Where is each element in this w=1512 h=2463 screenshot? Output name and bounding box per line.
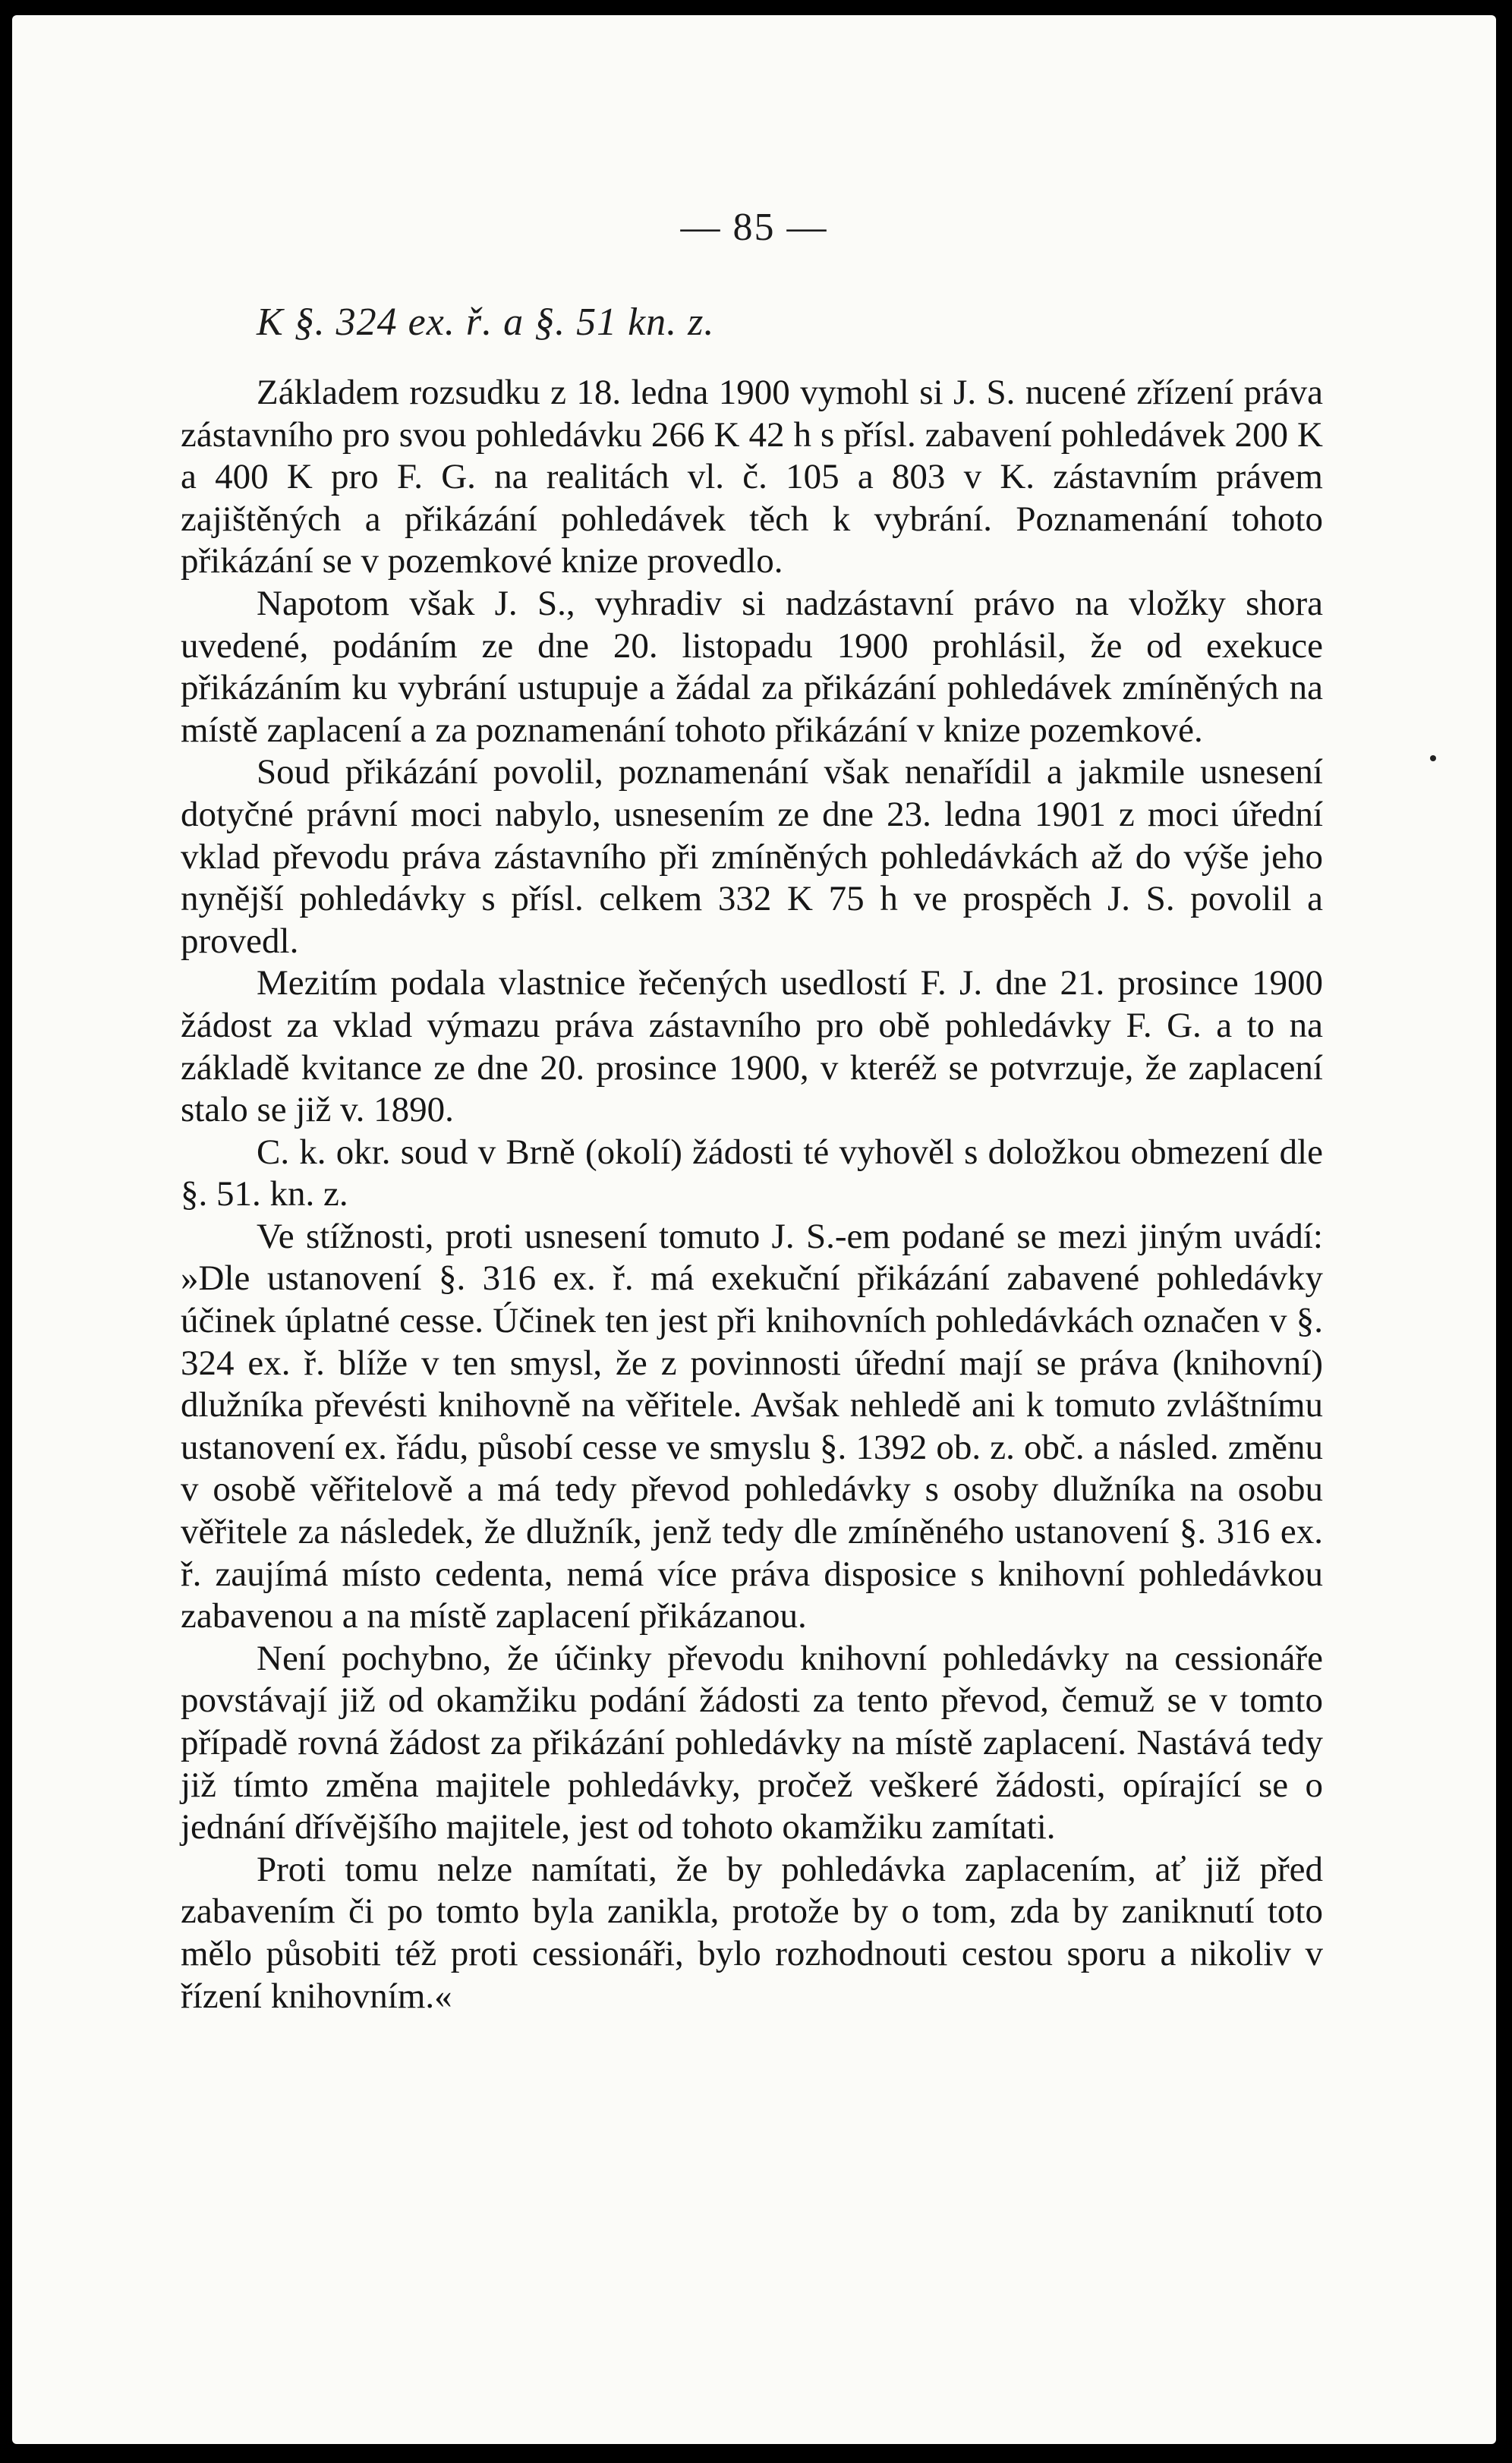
- section-heading: K §. 324 ex. ř. a §. 51 kn. z.: [257, 301, 715, 344]
- paragraph-1: Základem rozsudku z 18. ledna 1900 vymohl si J. S. nucené zřízení práva zástavního pro svou pohledávku 266 K 42 h s přísl. zabavení pohledávek 200 K a 400 K pro F. G. na realitách vl. č. 105 a 803 v K. zástavním právem zajištěných a přikázání pohledávek těch k vybrání. Poznamenání tohoto přikázání se v pozemkové knize provedlo.: [181, 373, 1323, 581]
- body-text: [181, 372, 1323, 2017]
- paragraph-5: C. k. okr. soud v Brně (okolí) žádosti té vyhověl s doložkou obmezení dle §. 51. kn. z.: [181, 1132, 1323, 1214]
- paragraph-8: Proti tomu nelze namítati, že by pohledávka zaplacením, ať již před zabavením či po tomto byla zanikla, protože by o tom, zda by zaniknutí toto mělo působiti též proti cessionáři, bylo rozhodnouti cestou sporu a nikoliv v řízení knihovním.«: [181, 1849, 1323, 2016]
- page-number: — 85 —: [680, 206, 828, 249]
- document-page: [12, 15, 1496, 2444]
- ink-speck: [1430, 755, 1436, 761]
- paragraph-4: Mezitím podala vlastnice řečených usedlostí F. J. dne 21. prosince 1900 žádost za vklad výmazu práva zástavního pro obě pohledávky F. G. a to na základě kvitance ze dne 20. prosince 1900, v kteréž se potvrzuje, že zaplacení stalo se již v. 1890.: [181, 963, 1323, 1130]
- paragraph-2: Napotom však J. S., vyhradiv si nadzástavní právo na vložky shora uvedené, podáním ze dne 20. listopadu 1900 prohlásil, že od exekuce přikázáním ku vybrání ustupuje a žádal za přikázání pohledávek zmíněných na místě zaplacení a za poznamenání tohoto přikázání v knize pozemkové.: [181, 583, 1323, 750]
- paragraph-6: Ve stížnosti, proti usnesení tomuto J. S.-em podané se mezi jiným uvádí: »Dle ustanovení §. 316 ex. ř. má exekuční přikázání zabavené pohledávky účinek úplatné cesse. Účinek ten jest při knihovních pohledávkách označen v §. 324 ex. ř. blíže v ten smysl, že z povinnosti úřední mají se práva (knihovní) dlužníka převésti knihovně na věřitele. Avšak nehledě ani k tomuto zvláštnímu ustanovení ex. řádu, působí cesse ve smyslu §. 1392 ob. z. obč. a násled. změnu v osobě věřitelově a má tedy převod pohledávky s osoby dlužníka na osobu věřitele za následek, že dlužník, jenž tedy dle zmíněného ustanovení §. 316 ex. ř. zaujímá místo cedenta, nemá více práva disposice s knihovní pohledávkou zabavenou a na místě zaplacení přikázanou.: [181, 1216, 1323, 1636]
- paragraph-3: Soud přikázání povolil, poznamenání však nenařídil a jakmile usnesení dotyčné právní moci nabylo, usnesením ze dne 23. ledna 1901 z moci úřední vklad převodu práva zástavního při zmíněných pohledávkách až do výše jeho nynější pohledávky s přísl. celkem 332 K 75 h ve prospěch J. S. povolil a provedl.: [181, 752, 1323, 961]
- paragraph-7: Není pochybno, že účinky převodu knihovní pohledávky na cessionáře povstávají již od okamžiku podání žádosti za tento převod, čemuž se v tomto případě rovná žádost za přikázání pohledávky na místě zaplacení. Nastává tedy již tímto změna majitele pohledávky, pročež veškeré žádosti, opírající se o jednání dřívějšího majitele, jest od tohoto okamžiku zamítati.: [181, 1638, 1323, 1847]
